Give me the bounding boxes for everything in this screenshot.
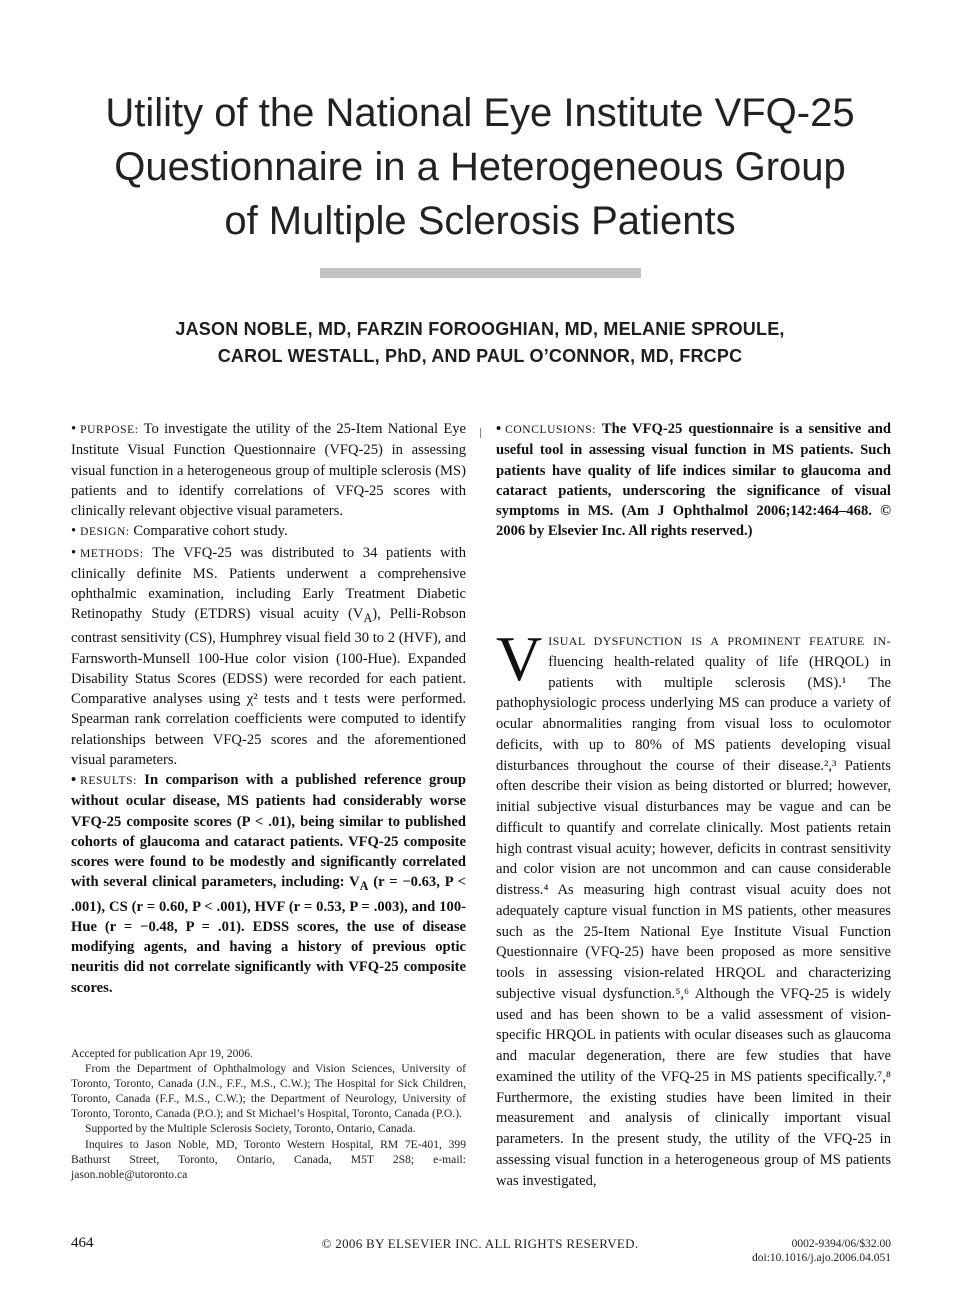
design-label: DESIGN: [80,526,130,539]
bullet-icon: • [71,544,77,561]
abstract-right-column [496,419,891,542]
body-lead-in: ISUAL DYSFUNCTION IS A PROMINENT FEATURE IN- [548,634,891,648]
abstract-conclusions [496,419,891,542]
results-subscript: A [359,879,369,894]
author-line: JASON NOBLE, MD, FARZIN FOROOGHIAN, MD, MELANIE SPROULE, [175,319,785,339]
abstract-design [71,521,466,542]
design-text: Comparative cohort study. [133,523,288,540]
title-line: of Multiple Sclerosis Patients [224,199,736,243]
results-label: RESULTS: [80,775,137,788]
purpose-text: To investigate the utility of the 25-Item National Eye Institute Visual Function Questionnaire (VFQ-25) in assessing visual function in a heterogeneous group of multiple sclerosis (MS) patients and to identify correlations of VFQ-25 scores with clinically relevant objective visual parameters. [71,421,467,519]
abstract-left-column [71,419,466,998]
footnote-accepted: Accepted for publication Apr 19, 2006. [71,1047,253,1060]
drop-cap: V [496,623,543,694]
results-text: In comparison with a published reference group without ocular disease, MS patients had considerably worse VFQ-25 composite scores (P < .01), being similar to published cohorts of glaucoma and cataract patients. VFQ-25 composite scores were found to be modestly and significantly correlated with several clinical parameters, including: V [71,772,466,891]
article-body [496,623,891,1191]
footnote-correspondence: Inquires to Jason Noble, MD, Toronto Western Hospital, RM 7E-401, 399 Bathurst Street, Toronto, Ontario, Canada, M5T 2S8; e-mail: jason.noble@utoronto.ca [71,1137,466,1181]
methods-text: The VFQ-25 was distributed to 34 patients with clinically definite MS. Patients underwent a comprehensive ophthalmic examination, including Early Treatment Diabetic Retinopathy Study (ETDRS) visual acuity (V [71,544,466,623]
author-line: CAROL WESTALL, PhD, AND PAUL O’CONNOR, MD, FRCPC [217,346,743,366]
results-text-continued: (r = −0.63, P < .001), CS (r = 0.60, P < .001), HVF (r = 0.53, P = .003), and 100-Hue (r = −0.48, P = .01). EDSS scores, the use of disease modifying agents, and having a history of previous optic neuritis did not correlate significantly with VFQ-25 composite scores. [71,874,466,996]
title-line: Questionnaire in a Heterogeneous Group [114,145,846,189]
issn-code: 0002-9394/06/$32.00 [791,1238,891,1250]
bullet-icon: • [71,421,77,437]
doi-code: doi:10.1016/j.ajo.2006.04.051 [752,1252,891,1264]
purpose-label: PURPOSE: [80,424,139,436]
conclusions-label: CONCLUSIONS: [505,424,597,436]
abstract-results [71,770,466,998]
footnote-support: Supported by the Multiple Sclerosis Society, Toronto, Ontario, Canada. [85,1122,416,1136]
journal-citation: (Am J Ophthalmol 2006;142:464–468. © 2006 by Elsevier Inc. All rights reserved.) [496,503,892,540]
footer-copyright: © 2006 BY ELSEVIER INC. ALL RIGHTS RESERVED. [321,1236,639,1251]
footer-identifiers [752,1237,891,1265]
column-divider [480,428,481,438]
bullet-icon: • [496,421,502,437]
body-text: fluencing health-related quality of life (HRQOL) in patients with multiple sclerosis (MS).¹ The pathophysiologic process underlying MS can produce a variety of ocular abnormalities ranging from visual loss to oculomotor deficits, with up to 80% of MS patients developing visual disturbances throughout the course of their disease.²,³ Patients often describe their vision as being distorted or blurred; however, initial subjective visual disturbances may be vague and can be difficult to quantify and correlate clinically. Most patients retain high contrast visual acuity; however, deficits in contrast sensitivity and color vision are not uncommon and can cause considerable distress.⁴ As measuring high contrast visual acuity does not adequately capture visual function in MS patients, other measures such as the 25-Item National Eye Institute Visual Function Questionnaire (VFQ-25) have been proposed as more sensitive tools in assessing vision-related HRQOL and characterizing subjective visual dysfunction.⁵,⁶ Although the VFQ-25 is widely used and has been shown to be a valid assessment of vision-specific HRQOL in patients with ocular diseases such as glaucoma and macular degeneration, there are few studies that have examined the utility of the VFQ-25 in MS patients specifically.⁷,⁸ Furthermore, the existing studies have been limited in their measurement and analysis of clinically important visual parameters. In the present study, the utility of the VFQ-25 in assessing visual function in a heterogeneous group of MS patients was investigated, [496,653,891,1189]
abstract-purpose [71,419,466,521]
title-divider-rule [320,268,641,278]
page-number: 464 [71,1235,94,1251]
conclusions-text: The VFQ-25 questionnaire is a sensitive and useful tool in assessing visual function in MS patients. Such patients have quality of life indices similar to glaucoma and cataract patients, underscoring the significance of visual symptoms in MS. [496,421,891,519]
author-list [60,316,900,370]
abstract-methods [71,543,466,771]
bullet-icon: • [71,772,77,789]
title-line: Utility of the National Eye Institute VFQ-25 [105,91,855,135]
footnote-affiliations: From the Department of Ophthalmology and Vision Sciences, University of Toronto, Toronto, Canada (J.N., F.F., M.S., C.W.); The Hospital for Sick Children, Toronto, Canada (F.F., M.S., C.W.); the Department of Neurology, University of Toronto, Toronto, Canada (P.O.); and St Michael’s Hospital, Toronto, Canada (P.O.). [71,1062,466,1121]
article-title [60,86,900,248]
methods-label: METHODS: [80,547,144,560]
article-footnotes [71,1046,466,1182]
bullet-icon: • [71,523,77,540]
methods-subscript: A [363,611,373,626]
methods-text-continued: ), Pelli-Robson contrast sensitivity (CS), Humphrey visual field 30 to 2 (HVF), and Farnsworth-Munsell 100-Hue color vision (100-Hue). Expanded Disability Status Scores (EDSS) were recorded for each patient. Comparative analyses using χ² tests and t tests were performed. Spearman rank correlation coefficients were computed to identify relationships between VFQ-25 scores and the aforementioned visual parameters. [71,606,466,768]
